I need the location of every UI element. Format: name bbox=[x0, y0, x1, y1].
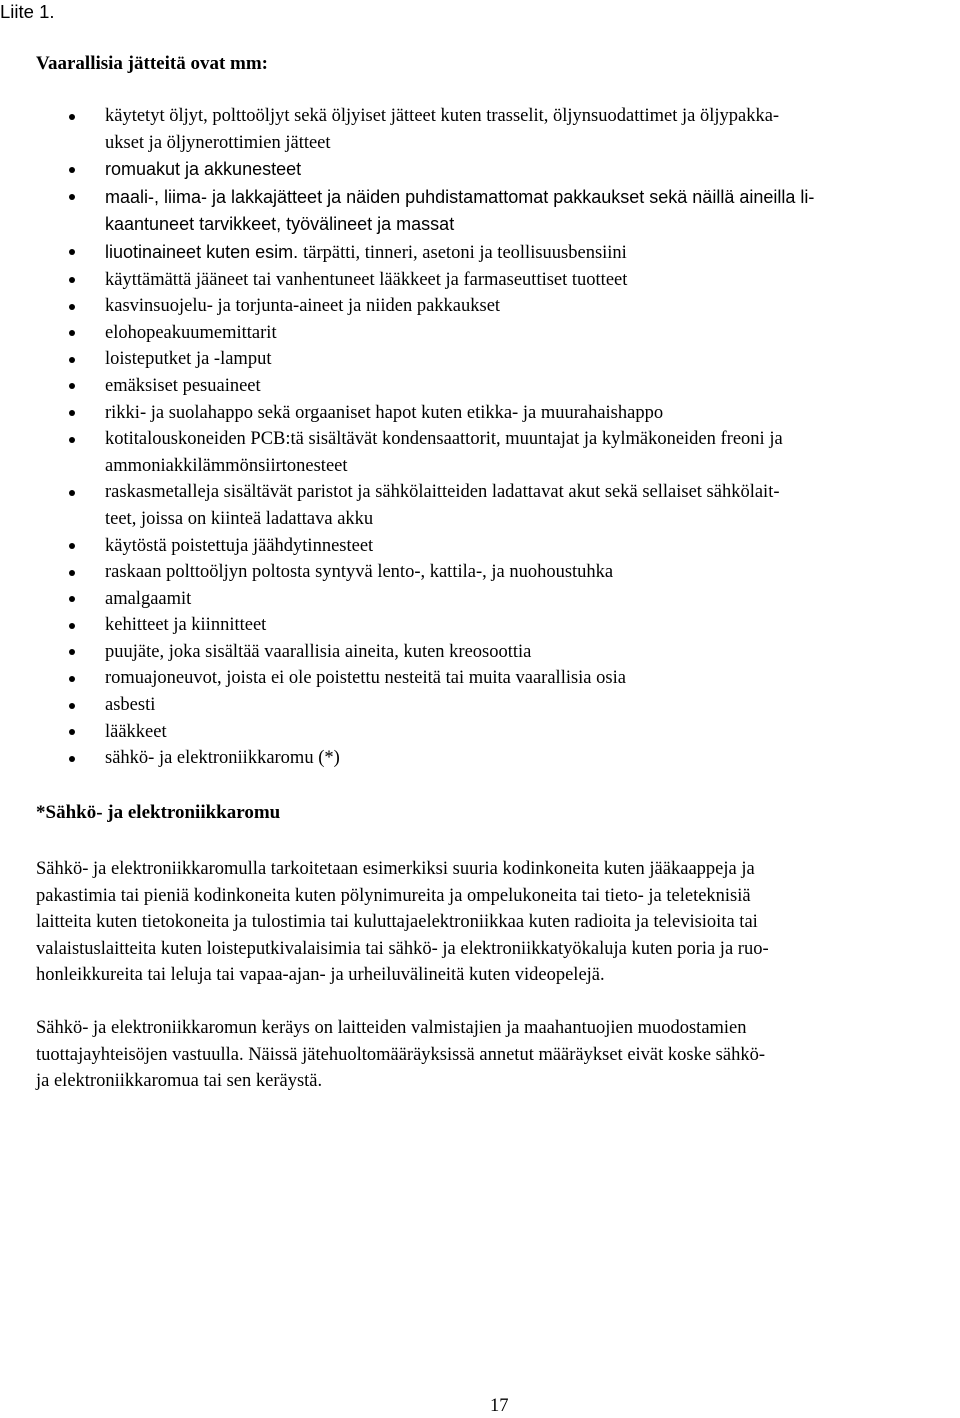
hazardous-waste-list bbox=[0, 103, 960, 772]
list-item bbox=[0, 426, 960, 479]
bullet-icon bbox=[69, 304, 75, 310]
list-item-text: elohopeakuumemittarit bbox=[105, 322, 277, 343]
list-item bbox=[0, 103, 960, 156]
bullet-icon bbox=[69, 543, 75, 549]
list-item-line bbox=[105, 745, 958, 772]
list-item bbox=[0, 639, 960, 666]
bullet-icon bbox=[69, 114, 75, 120]
list-item bbox=[0, 692, 960, 719]
bullet-icon bbox=[69, 277, 75, 283]
bullet-icon bbox=[69, 194, 75, 200]
list-item bbox=[0, 267, 960, 294]
list-item bbox=[0, 320, 960, 347]
bullet-icon bbox=[69, 570, 75, 576]
list-item-text: kasvinsuojelu- ja torjunta-aineet ja niiden pakkaukset bbox=[105, 296, 501, 317]
bullet-icon bbox=[69, 649, 75, 655]
list-item-line bbox=[105, 426, 958, 453]
list-item-line bbox=[105, 239, 958, 267]
list-item-text: romuajoneuvot, joista ei ole poistettu nesteitä tai muita vaarallisia osia bbox=[105, 668, 626, 689]
list-item-line bbox=[105, 612, 958, 639]
list-item-text: sähkö- ja elektroniikkaromu (*) bbox=[105, 748, 340, 769]
paragraph-line: Sähkö- ja elektroniikkaromulla tarkoitetaan esimerkiksi suuria kodinkoneita kuten jääkaappeja ja bbox=[36, 859, 755, 879]
paragraph-line: tuottajayhteisöjen vastuulla. Näissä jätehuoltomääräyksissä annetut määräykset eivät koske sähkö- bbox=[36, 1044, 765, 1065]
collection-paragraph bbox=[36, 1015, 765, 1095]
list-item-line bbox=[105, 719, 958, 746]
list-item bbox=[0, 665, 960, 692]
list-item-text: asbesti bbox=[105, 695, 156, 716]
list-item-text: raskasmetalleja sisältävät paristot ja sähkölaitteiden ladattavat akut sekä sellaiset sähkölait- bbox=[105, 482, 780, 503]
list-item-text: maali-, liima- ja lakkajätteet ja näiden puhdistamattomat pakkaukset sekä näillä aineilla li- bbox=[105, 186, 815, 207]
list-item-text: kotitalouskoneiden PCB:tä sisältävät kondensaattorit, muuntajat ja kylmäkoneiden freoni ja bbox=[105, 429, 783, 450]
list-item bbox=[0, 346, 960, 373]
list-item bbox=[0, 479, 960, 532]
list-item bbox=[0, 293, 960, 320]
list-item-line bbox=[105, 267, 958, 294]
paragraph-line: ja elektroniikkaromua tai sen keräystä. bbox=[36, 1071, 323, 1092]
list-item-line bbox=[105, 346, 958, 373]
bullet-icon bbox=[69, 437, 75, 443]
paragraph-line: honleikkureita tai leluja tai vapaa-ajan- ja urheiluvälineitä kuten videopelejä. bbox=[36, 965, 605, 986]
list-item-line bbox=[105, 400, 958, 427]
bullet-icon bbox=[69, 167, 75, 173]
list-item-line bbox=[105, 665, 958, 692]
list-item-line bbox=[105, 639, 958, 666]
list-item-line bbox=[105, 453, 958, 480]
list-item bbox=[0, 719, 960, 746]
page-number: 17 bbox=[490, 1396, 509, 1416]
list-item bbox=[0, 745, 960, 772]
list-item bbox=[0, 239, 960, 267]
list-item-text: ukset ja öljynerottimien jätteet bbox=[105, 132, 331, 153]
list-item-line bbox=[105, 479, 958, 506]
definition-paragraph bbox=[36, 856, 769, 989]
list-item-line bbox=[105, 586, 958, 613]
bullet-icon bbox=[69, 249, 75, 255]
paragraph-line: laitteita kuten tietokoneita ja tulostimia tai kuluttajaelektroniikkaa kuten radioita ja televisioita tai bbox=[36, 912, 758, 933]
list-item bbox=[0, 184, 960, 239]
list-item-text: käyttämättä jääneet tai vanhentuneet lääkkeet ja farmaseuttiset tuotteet bbox=[105, 269, 628, 290]
list-item-line bbox=[105, 103, 958, 130]
list-item-text: rikki- ja suolahappo sekä orgaaniset hapot kuten etikka- ja muurahaishappo bbox=[105, 402, 664, 423]
list-item-line bbox=[105, 559, 958, 586]
list-item bbox=[0, 586, 960, 613]
list-item-text: käytetyt öljyt, polttoöljyt sekä öljyiset jätteet kuten trasselit, öljynsuodattimet ja öljypakka- bbox=[105, 106, 780, 126]
bullet-icon bbox=[69, 756, 75, 762]
attachment-label: Liite 1. bbox=[0, 1, 55, 22]
list-item-line bbox=[105, 692, 958, 719]
paragraph-line: valaistuslaitteita kuten loisteputkivalaisimia tai sähkö- ja elektroniikkatyökaluja kuten poria ja ruo- bbox=[36, 938, 769, 959]
list-item-text: teet, joissa on kiinteä ladattava akku bbox=[105, 508, 374, 529]
bullet-icon bbox=[69, 490, 75, 496]
paragraph-line: Sähkö- ja elektroniikkaromun keräys on laitteiden valmistajien ja maahantuojien muodostamien bbox=[36, 1018, 747, 1038]
section-heading: *Sähkö- ja elektroniikkaromu bbox=[36, 802, 281, 823]
list-item-text: amalgaamit bbox=[105, 588, 192, 609]
list-item-text: liuotinaineet kuten esim. bbox=[105, 241, 304, 262]
list-item-line bbox=[105, 156, 958, 184]
list-item-text: kehitteet ja kiinnitteet bbox=[105, 615, 267, 636]
list-item bbox=[0, 373, 960, 400]
page-title: Vaarallisia jätteitä ovat mm: bbox=[36, 53, 268, 74]
list-item-line bbox=[105, 211, 958, 239]
list-item-line bbox=[105, 533, 958, 560]
list-item-text: ammoniakkilämmönsiirtonesteet bbox=[105, 455, 348, 476]
paragraph-line: pakastimia tai pieniä kodinkoneita kuten pölynimureita ja ompelukoneita tai tieto- ja teleteknisiä bbox=[36, 885, 751, 906]
bullet-icon bbox=[69, 676, 75, 682]
list-item-text: loisteputket ja -lamput bbox=[105, 349, 272, 370]
list-item-text: romuakut ja akkunesteet bbox=[105, 159, 302, 180]
list-item-line bbox=[105, 184, 958, 212]
bullet-icon bbox=[69, 596, 75, 602]
list-item bbox=[0, 533, 960, 560]
bullet-icon bbox=[69, 410, 75, 416]
list-item-text: puujäte, joka sisältää vaarallisia aineita, kuten kreosoottia bbox=[105, 641, 532, 662]
bullet-icon bbox=[69, 729, 75, 735]
list-item-text: raskaan polttoöljyn poltosta syntyvä lento-, kattila-, ja nuohoustuhka bbox=[105, 562, 614, 583]
bullet-icon bbox=[69, 623, 75, 629]
list-item-line bbox=[105, 373, 958, 400]
list-item bbox=[0, 400, 960, 427]
list-item-text: lääkkeet bbox=[105, 721, 167, 742]
list-item-text: emäksiset pesuaineet bbox=[105, 375, 261, 396]
list-item-text: tärpätti, tinneri, asetoni ja teollisuusbensiini bbox=[303, 242, 627, 263]
list-item-line bbox=[105, 293, 958, 320]
bullet-icon bbox=[69, 357, 75, 363]
bullet-icon bbox=[69, 330, 75, 336]
list-item-text: käytöstä poistettuja jäähdytinnesteet bbox=[105, 535, 374, 556]
list-item bbox=[0, 612, 960, 639]
list-item-line bbox=[105, 320, 958, 347]
bullet-icon bbox=[69, 383, 75, 389]
list-item-text: kaantuneet tarvikkeet, työvälineet ja massat bbox=[105, 214, 455, 235]
list-item-line bbox=[105, 506, 958, 533]
list-item-line bbox=[105, 130, 958, 157]
list-item bbox=[0, 559, 960, 586]
bullet-icon bbox=[69, 703, 75, 709]
list-item bbox=[0, 156, 960, 184]
